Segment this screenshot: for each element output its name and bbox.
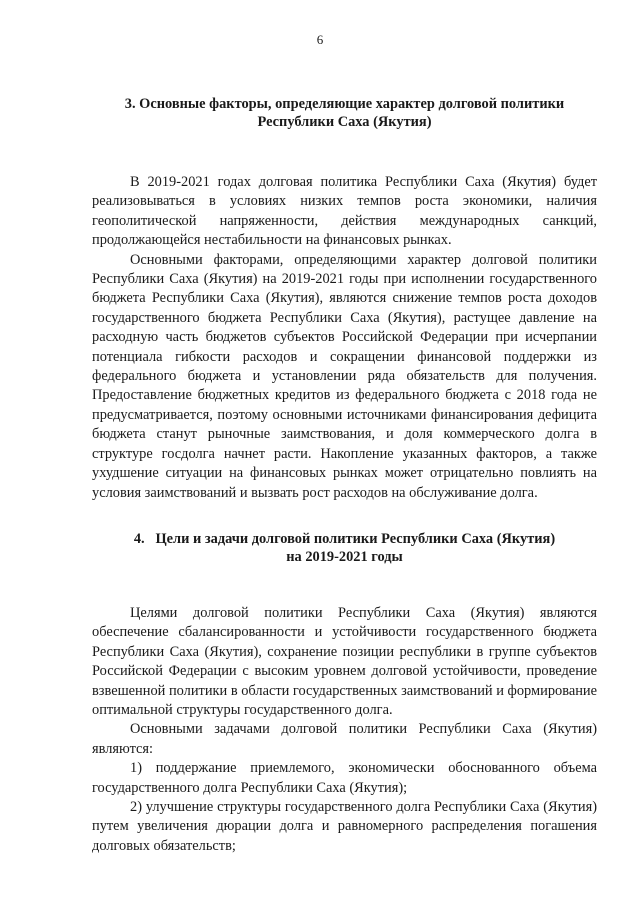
section-4-paragraph-1: Целями долговой политики Республики Саха (Якутия) являются обеспечение сбалансированности и устойчивости государственного бюджета Республики Саха (Якутия), сохранение позиции республики в группе субъектов Российской Федерации с высоким уровнем долговой устойчивости, проведение взвешенной политики в области государственных заимствований и формирование оптимальной структуры государственного долга. [92,604,597,718]
section-3-paragraph-1: В 2019-2021 годах долговая политика Республики Саха (Якутия) будет реализовываться в условиях низких темпов роста экономики, наличия геополитической напряженности, действия международных санкций, продолжающейся нестабильности на финансовых рынках. [92,174,597,249]
section-3-heading [92,95,597,131]
section-4-list-item-1: 1) поддержание приемлемого, экономически обоснованного объема государственного долга Республики Саха (Якутия); [92,760,597,796]
section-3-heading-line-1: 3. Основные факторы, определяющие характер долговой политики [124,96,565,112]
section-3-heading-line-2: Республики Саха (Якутия) [257,114,432,130]
section-3-paragraph-2: Основными факторами, определяющими характер долговой политики Республики Саха (Якутия) на 2019-2021 годы при исполнении государственного бюджета Республики Саха (Якутия), являются снижение темпов роста доходов государственного бюджета Республики Саха (Якутия), растущее давление на расходную часть бюджетов субъектов Российской Федерации при исчерпании потенциала гибкости расходов и сокращении финансовой поддержки из федерального бюджета и установлении ряда обязательств для получения. Предоставление бюджетных кредитов из федерального бюджета с 2018 года не предусматривается, поэтому основными источниками финансирования дефицита бюджета станут рыночные заимствования, и доля коммерческого долга в структуре госдолга начнет расти. Накопление указанных факторов, а также ухудшение ситуации на финансовых рынках может отрицательно повлиять на условия заимствований и вызвать рост расходов на обслуживание долга. [92,251,597,501]
section-4-paragraph-2: Основными задачами долговой политики Республики Саха (Якутия) являются: [92,721,597,757]
section-4-heading [92,530,597,566]
section-4-list-item-2: 2) улучшение структуры государственного долга Республики Саха (Якутия) путем увеличения дюрации долга и равномерного распределения погашения долговых обязательств; [92,798,597,854]
page-number: 6 [316,32,324,47]
section-4-heading-line-1: 4. Цели и задачи долговой политики Республики Саха (Якутия) [133,530,556,547]
document-body [92,95,597,856]
section-4-heading-line-2: на 2019-2021 годы [286,548,403,565]
